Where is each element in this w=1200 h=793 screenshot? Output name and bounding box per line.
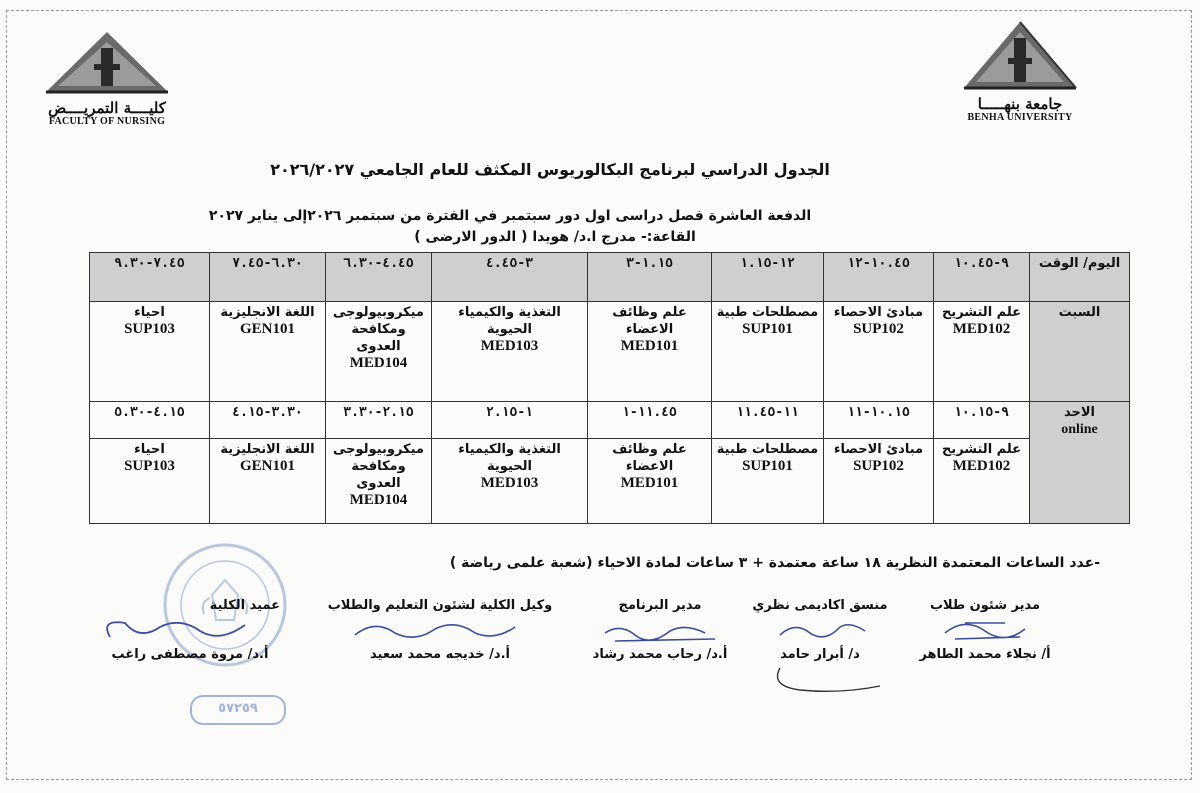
course-name: علم التشريح xyxy=(941,305,1022,320)
table-row xyxy=(90,402,1130,439)
course-code: SUP101 xyxy=(742,458,793,474)
signature-role: منسق اكاديمى نظري xyxy=(752,598,888,613)
course-name: التغذية والكيمياء الحيوية xyxy=(458,442,561,474)
signature-flourish-icon xyxy=(750,662,890,696)
pyramid-logo-icon xyxy=(42,30,172,100)
signature-dean xyxy=(80,598,300,662)
signature-role: عميد الكلية xyxy=(209,598,280,613)
signature-name: أ.د/ رحاب محمد رشاد xyxy=(592,647,728,662)
course-code: SUP103 xyxy=(124,458,175,474)
time-slot: ٢.١٥-٣.٣٠ xyxy=(326,402,432,439)
course-name: ميكروبيولوجى ومكافحة العدوى xyxy=(333,442,424,491)
online-label: online xyxy=(1061,422,1098,437)
pyramid-logo-icon xyxy=(960,18,1080,96)
time-slot: ١١.٤٥-١ xyxy=(588,402,712,439)
course-code: MED103 xyxy=(480,475,539,491)
schedule-table xyxy=(89,252,1130,524)
time-slot: ٦.٣٠-٧.٤٥ xyxy=(210,253,326,302)
course-name: ميكروبيولوجى ومكافحة العدوى xyxy=(333,305,424,354)
signature-name: أ.د/ خديجه محمد سعيد xyxy=(370,647,510,662)
course-code: MED103 xyxy=(480,338,539,354)
table-header-row xyxy=(90,253,1130,302)
signature-name: أ.د/ مروة مصطفى راغب xyxy=(111,647,269,662)
course-name: اللغة الانجليزية xyxy=(220,305,315,320)
course-cell xyxy=(712,439,824,524)
time-slot: ٩-١٠.١٥ xyxy=(934,402,1030,439)
time-slot: ١.١٥-٣ xyxy=(588,253,712,302)
handwritten-signature-icon xyxy=(315,613,565,647)
course-name: مصطلحات طبية xyxy=(716,305,819,320)
day-sunday xyxy=(1030,402,1130,524)
course-code: SUP103 xyxy=(124,321,175,337)
course-code: MED101 xyxy=(620,338,679,354)
university-name-english: BENHA UNIVERSITY xyxy=(967,112,1073,123)
university-name-arabic: جامعة بنهـــــا xyxy=(977,95,1063,113)
time-slot: ١٠.٤٥-١٢ xyxy=(824,253,934,302)
course-name: التغذية والكيمياء الحيوية xyxy=(458,305,561,337)
time-slot: ٣-٤.٤٥ xyxy=(432,253,588,302)
day-name: الاحد xyxy=(1063,405,1095,420)
course-cell xyxy=(432,302,588,402)
course-cell xyxy=(824,439,934,524)
course-name: علم وظائف الاعضاء xyxy=(612,305,687,337)
time-slot: ١١-١١.٤٥ xyxy=(712,402,824,439)
time-slot: ١٠.١٥-١١ xyxy=(824,402,934,439)
signature-role: مدير البرنامج xyxy=(618,598,702,613)
time-slot: ٩-١٠.٤٥ xyxy=(934,253,1030,302)
course-code: SUP102 xyxy=(853,458,904,474)
benha-university-logo xyxy=(940,18,1100,123)
course-cell xyxy=(90,439,210,524)
document-title: الجدول الدراسي لبرنامج البكالوريوس المكثف للعام الجامعي ٢٠٢٦/٢٠٢٧ xyxy=(270,160,830,179)
course-code: SUP102 xyxy=(853,321,904,337)
course-cell xyxy=(210,439,326,524)
course-code: MED102 xyxy=(952,321,1011,337)
course-code: MED104 xyxy=(349,492,408,508)
time-slot: ٣.٣٠-٤.١٥ xyxy=(210,402,326,439)
course-cell xyxy=(432,439,588,524)
course-name: علم وظائف الاعضاء xyxy=(612,442,687,474)
time-slot: ٤.١٥-٥.٣٠ xyxy=(90,402,210,439)
course-name: علم التشريح xyxy=(941,442,1022,457)
course-code: MED102 xyxy=(952,458,1011,474)
signature-role: مدير شئون طلاب xyxy=(929,598,1041,613)
day-saturday: السبت xyxy=(1030,302,1130,402)
signature-name: د/ أبرار حامد xyxy=(780,647,860,662)
time-slot: ٤.٤٥-٦.٣٠ xyxy=(326,253,432,302)
course-code: MED101 xyxy=(620,475,679,491)
corner-cell: اليوم/ الوقت xyxy=(1030,253,1130,302)
faculty-of-nursing-logo xyxy=(22,30,192,127)
time-slot: ١٢-١.١٥ xyxy=(712,253,824,302)
course-name: احياء xyxy=(134,305,165,320)
course-code: SUP101 xyxy=(742,321,793,337)
signature-student-affairs xyxy=(905,598,1065,662)
time-slot: ٧.٤٥-٩.٣٠ xyxy=(90,253,210,302)
handwritten-signature-icon xyxy=(905,613,1065,647)
faculty-name-english: FACULTY OF NURSING xyxy=(48,116,166,127)
credit-hours-note: -عدد الساعات المعتمدة النظرية ١٨ ساعة معتمدة + ٣ ساعات لمادة الاحياء (شعبة علمى رياضة ) xyxy=(449,555,1100,571)
lecture-hall: القاعة:- مدرج ا.د/ هويدا ( الدور الارضى ) xyxy=(414,229,696,245)
course-cell xyxy=(934,439,1030,524)
course-cell xyxy=(824,302,934,402)
course-cell xyxy=(934,302,1030,402)
signature-program-director xyxy=(575,598,745,662)
course-code: GEN101 xyxy=(239,458,295,474)
handwritten-signature-icon xyxy=(740,613,900,647)
course-cell xyxy=(712,302,824,402)
course-code: GEN101 xyxy=(239,321,295,337)
signature-role: وكيل الكلية لشئون التعليم والطلاب xyxy=(327,598,553,613)
handwritten-signature-icon xyxy=(575,613,745,647)
course-name: اللغة الانجليزية xyxy=(220,442,315,457)
faculty-name-arabic: كليــــة التمريــــض xyxy=(48,99,166,117)
course-cell xyxy=(588,302,712,402)
course-cell xyxy=(90,302,210,402)
time-slot: ١-٢.١٥ xyxy=(432,402,588,439)
course-cell xyxy=(326,302,432,402)
table-row xyxy=(90,302,1130,402)
course-code: MED104 xyxy=(349,355,408,371)
document-subtitle: الدفعة العاشرة فصل دراسى اول دور سبتمبر في الفترة من سبتمبر ٢٠٢٦إلى يناير ٢٠٢٧ xyxy=(208,208,812,224)
course-cell xyxy=(588,439,712,524)
stamp-number: ٥٧٢٥٩ xyxy=(190,695,286,725)
course-cell xyxy=(326,439,432,524)
course-name: مبادئ الاحصاء xyxy=(833,305,924,320)
course-cell xyxy=(210,302,326,402)
table-row xyxy=(90,439,1130,524)
course-name: مبادئ الاحصاء xyxy=(833,442,924,457)
course-name: مصطلحات طبية xyxy=(716,442,819,457)
course-name: احياء xyxy=(134,442,165,457)
signature-vice-dean xyxy=(315,598,565,662)
signature-academic-coordinator xyxy=(740,598,900,696)
signature-name: أ/ نجلاء محمد الطاهر xyxy=(919,647,1051,662)
handwritten-signature-icon xyxy=(80,613,300,647)
